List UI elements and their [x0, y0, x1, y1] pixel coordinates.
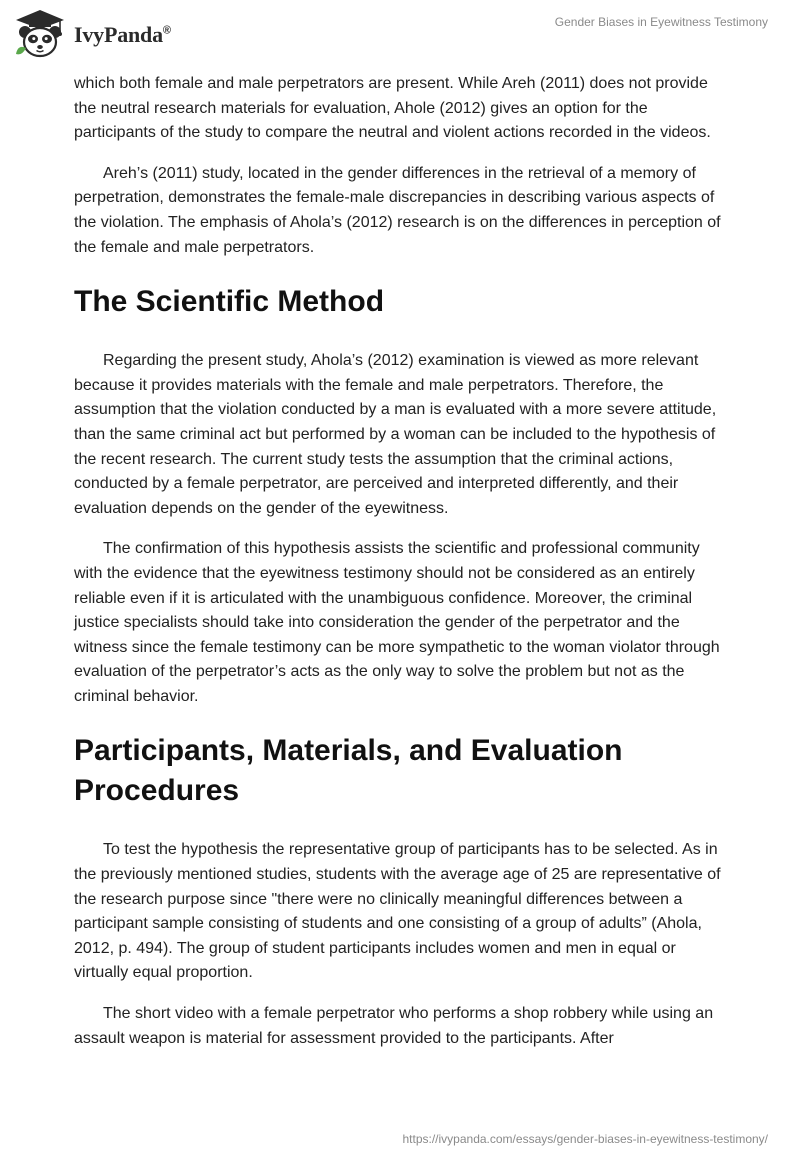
source-url[interactable]: https://ivypanda.com/essays/gender-biases-in-eyewitness-testimony/	[402, 1132, 768, 1146]
paragraph: The short video with a female perpetrator who performs a shop robbery while using an assault weapon is material for assessment provided to the participants. After	[74, 1005, 714, 1047]
paragraph: which both female and male perpetrators are present. While Areh (2011) does not provide the neutral research materials for evaluation, Ahole (2012) gives an option for the participants of the study to compare the neutral and violent actions recorded in the videos.	[74, 75, 711, 142]
section-heading: The Scientific Method	[74, 285, 385, 319]
document-title: Gender Biases in Eyewitness Testimony	[554, 15, 768, 29]
paragraph: The confirmation of this hypothesis assists the scientific and professional community with the evidence that the eyewitness testimony should not be considered as an entirely reliable even if it is articulated with the unambiguous confidence. Moreover, the criminal justice specialists should take into consideration the gender of the perpetrator and the witness since the female testimony can be more sympathetic to the woman violator through evaluation of the perpetrator’s acts as the only way to solve the problem but not as the criminal behavior.	[74, 540, 720, 705]
section-heading: Participants, Materials, and Evaluation Procedures	[74, 734, 623, 808]
ivypanda-logo[interactable]	[12, 8, 171, 60]
paragraph: To test the hypothesis the representative group of participants has to be selected. As in the previously mentioned studies, students with the average age of 25 are representative of the research purpose since "there were no clinically meaningful differences between a participant sample consisting of students and one consisting of a group of adults” (Ahola, 2012, p. 494). The group of student participants includes women and men in equal or virtually equal proportion.	[74, 841, 721, 982]
paragraph: Areh’s (2011) study, located in the gender differences in the retrieval of a memory of perpetration, demonstrates the female-male discrepancies in describing various aspects of the violation. The emphasis of Ahola’s (2012) research is on the differences in perception of the female and male perpetrators.	[74, 164, 721, 256]
page-header	[0, 0, 800, 70]
logo-text: IvyPanda®	[74, 22, 171, 47]
essay-content	[74, 72, 730, 1067]
panda-graduate-icon	[12, 8, 68, 60]
paragraph: Regarding the present study, Ahola’s (2012) examination is viewed as more relevant because it provides materials with the female and male perpetrators. Therefore, the assumption that the violation conducted by a man is evaluated with a more severe attitude, than the same criminal act but performed by a woman can be included to the hypothesis of the recent research. The current study tests the assumption that the criminal actions, conducted by a female perpetrator, are perceived and interpreted differently, and their evaluation depends on the gender of the eyewitness.	[74, 352, 717, 517]
